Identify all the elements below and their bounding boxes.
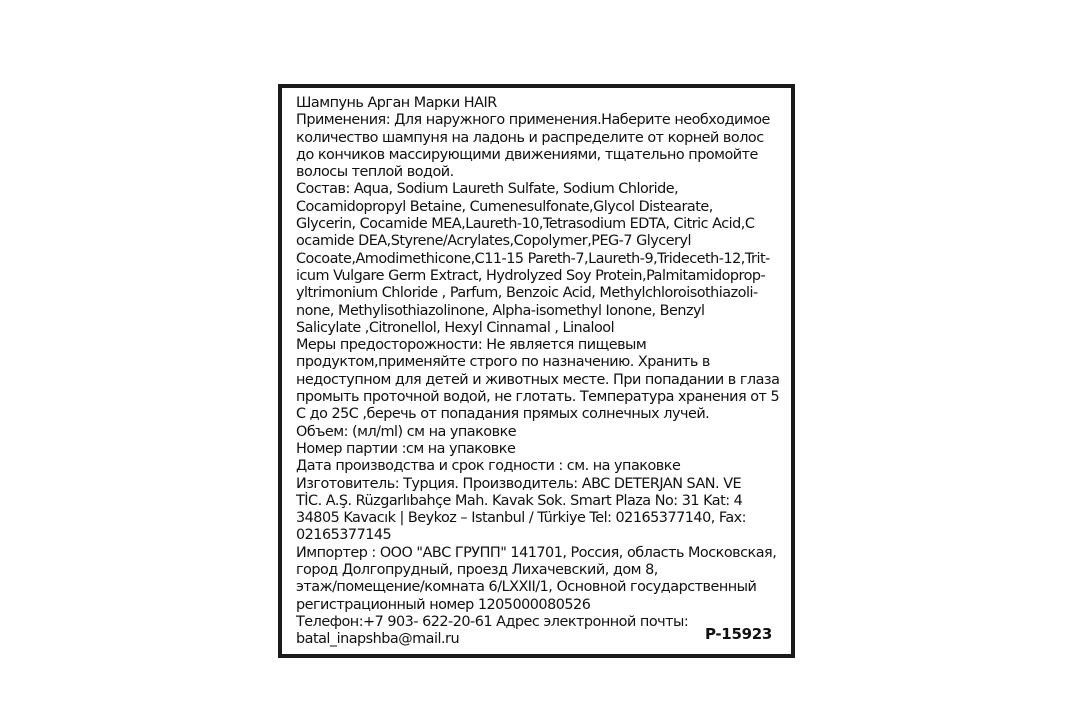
product-code: P-15923: [704, 625, 772, 643]
precautions-line-5: С до 25С ,беречь от попадания прямых солнечных лучей.: [296, 406, 710, 423]
importer-line-4: регистрационный номер 1205000080526: [296, 596, 591, 613]
usage-line-4: волосы теплой водой.: [296, 164, 454, 181]
ingredients-line-9: Salicylate ,Citronellol, Hexyl Cinnamal , Linalool: [296, 319, 615, 336]
ingredients-line-6: icum Vulgare Germ Extract, Hydrolyzed Soy Protein,Palmitamidoprop-: [296, 267, 766, 284]
batch-line: Номер партии :см на упаковке: [296, 440, 516, 457]
ingredients-line-5: Cocoate,Amodimethicone,C11-15 Pareth-7,Laureth-9,Trideceth-12,Trit-: [296, 250, 770, 267]
ingredients-line-8: none, Methylisothiazolinone, Alpha-isomethyl Ionone, Benzyl: [296, 302, 705, 319]
ingredients-line-2: Cocamidopropyl Betaine, Cumenesulfonate,Glycol Distearate,: [296, 198, 713, 215]
importer-line-1: Импортер : ООО "АВС ГРУПП" 141701, Россия, область Московская,: [296, 544, 777, 561]
precautions-line-4: промыть проточной водой, не глотать. Температура хранения от 5: [296, 389, 780, 406]
label-text-block: [296, 95, 796, 649]
precautions-line-2: продуктом,применяйте строго по назначению. Хранить в: [296, 354, 710, 371]
precautions-line-1: Меры предосторожности: Не является пищевым: [296, 337, 647, 354]
importer-line-2: город Долгопрудный, проезд Лихачевский, дом 8,: [296, 562, 658, 579]
usage-line-3: до кончиков массирующими движениями, тщательно промойте: [296, 146, 758, 163]
manufacturer-line-2: TİC. A.Ş. Rüzgarlıbahçe Mah. Kavak Sok. Smart Plaza No: 31 Kat: 4: [296, 492, 743, 509]
ingredients-line-7: yltrimonium Chloride , Parfum, Benzoic Acid, Methylchloroisothiazoli-: [296, 285, 758, 302]
dates-line: Дата производства и срок годности : см. на упаковке: [296, 458, 681, 475]
manufacturer-line-1: Изготовитель: Турция. Производитель: ABC DETERJAN SAN. VE: [296, 475, 742, 492]
usage-line-1: Применения: Для наружного применения.Наберите необходимое: [296, 112, 770, 129]
importer-line-3: этаж/помещение/комната 6/LXXII/1, Основной государственный: [296, 579, 757, 596]
product-title: Шампунь Арган Марки HAIR: [296, 95, 497, 111]
manufacturer-line-4: 02165377145: [296, 527, 392, 544]
product-label: [278, 84, 795, 658]
ingredients-line-4: ocamide DEA,Styrene/Acrylates,Copolymer,PEG-7 Glyceryl: [296, 233, 691, 250]
usage-line-2: количество шампуня на ладонь и распределите от корней волос: [296, 129, 764, 146]
manufacturer-line-3: 34805 Kavacık | Beykoz – Istanbul / Türkiye Tel: 02165377140, Fax:: [296, 510, 747, 527]
email-line: batal_inapshba@mail.ru: [296, 631, 460, 648]
ingredients-line-3: Glycerin, Cocamide MEA,Laureth-10,Tetrasodium EDTA, Citric Acid,C: [296, 216, 755, 233]
ingredients-line-1: Состав: Aqua, Sodium Laureth Sulfate, Sodium Chloride,: [296, 181, 679, 198]
precautions-line-3: недоступном для детей и животных месте. При попадании в глаза: [296, 371, 780, 388]
volume-line: Объем: (мл/ml) см на упаковке: [296, 423, 517, 440]
phone-line: Телефон:+7 903- 622-20-61 Адрес электронной почты:: [296, 613, 689, 630]
